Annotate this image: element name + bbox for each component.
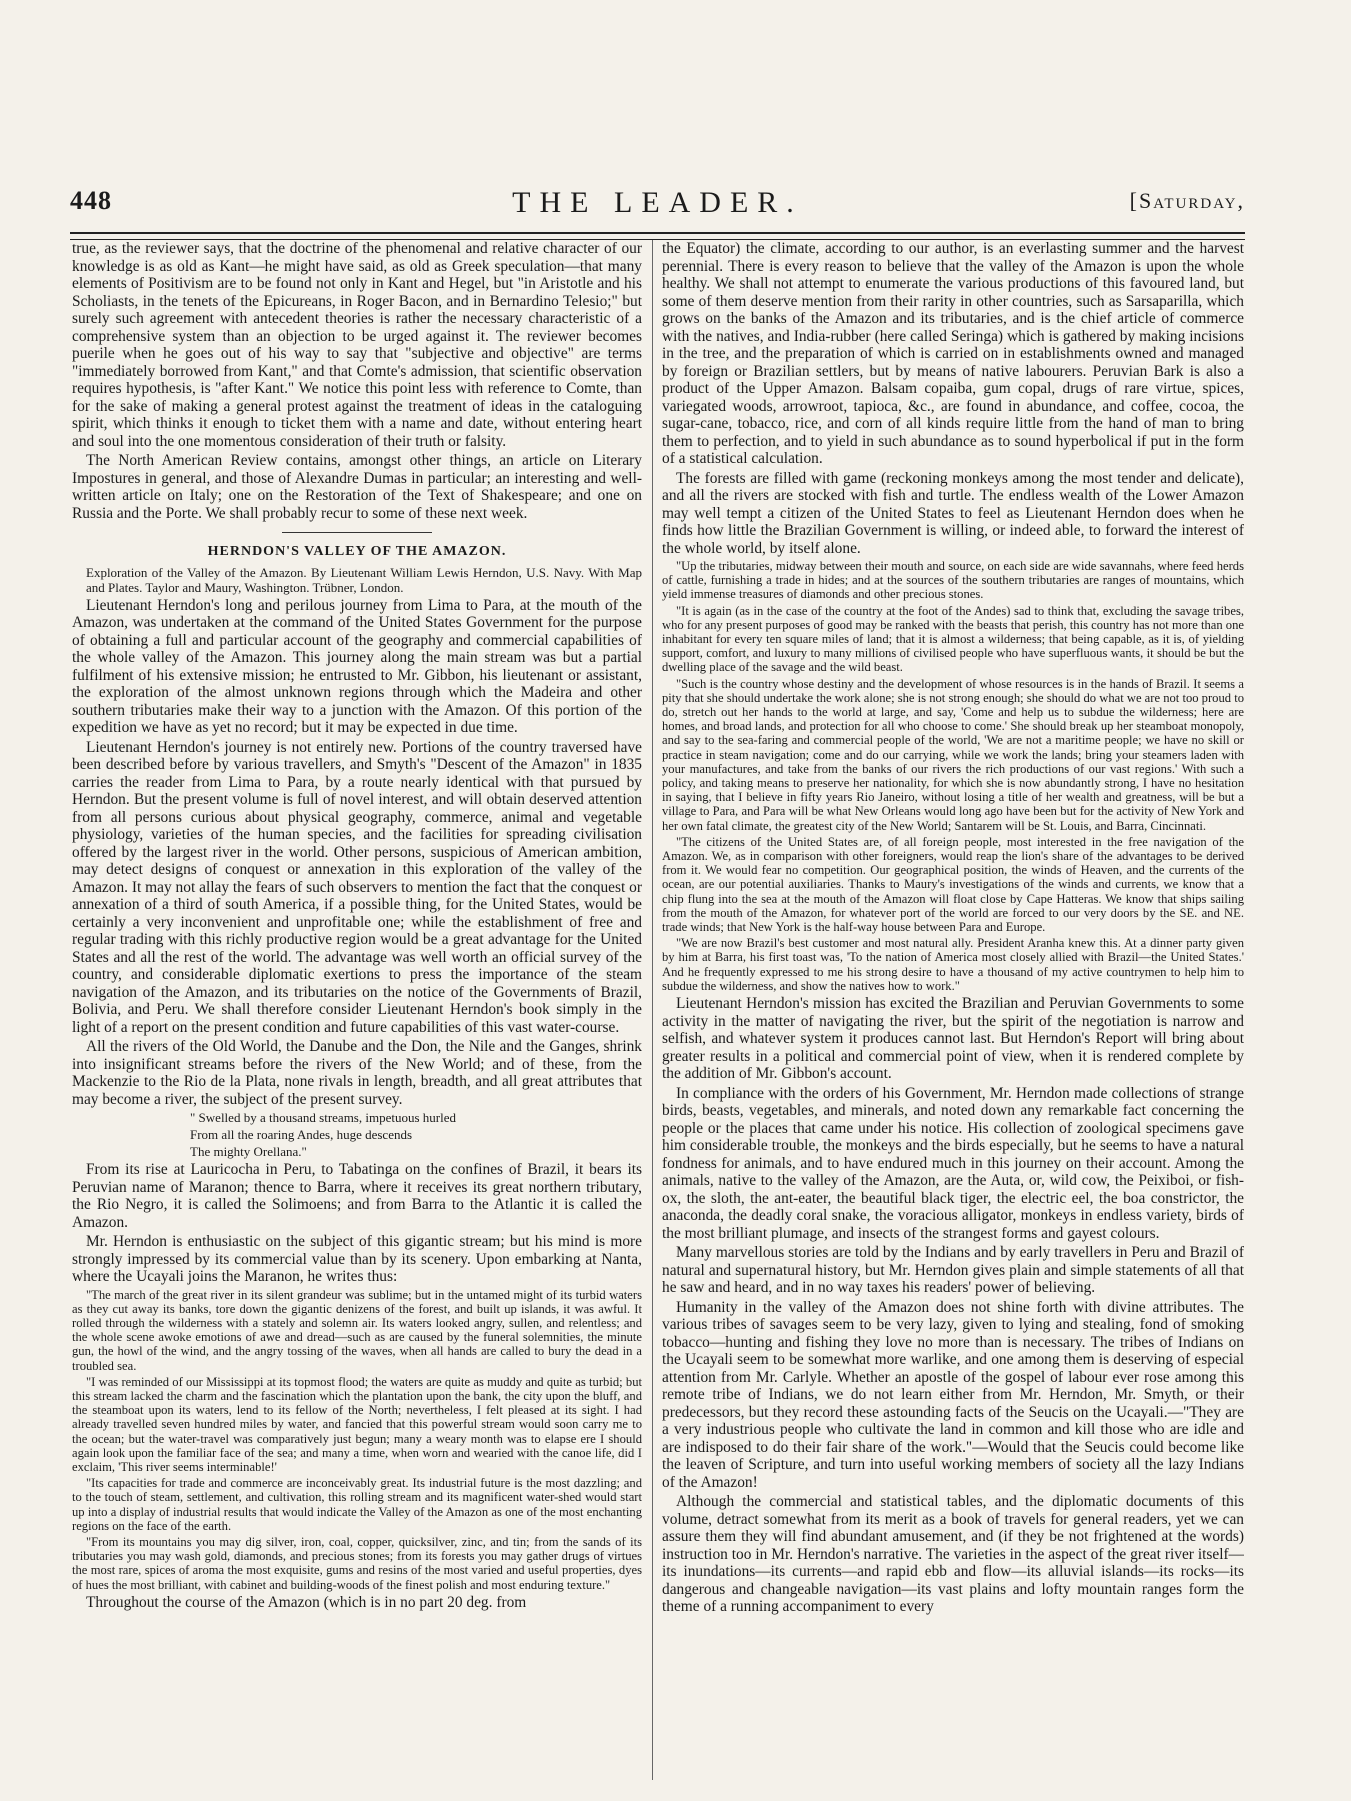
left-column: [72, 240, 642, 1785]
paragraph: Many marvellous stories are told by the Indians and by early travellers in Peru and Brazil of natural and supernatural history, but Mr. Herndon gives plain and simple statements of all that he saw and heard, and in no way taxes his readers' power of believing.: [662, 1244, 1244, 1297]
paragraph: Mr. Herndon is enthusiastic on the subject of this gigantic stream; but his mind is more strongly impressed by its commercial value than by its scenery. Upon embarking at Nanta, where the Ucayali joins the Maranon, he writes thus:: [72, 1233, 642, 1285]
paragraph: Lieutenant Herndon's long and perilous journey from Lima to Para, at the mouth of the Amazon, was undertaken at the command of the United States Government for the purpose of obtaining a full and particular account of the geography and commercial capabilities of the whole valley of the Amazon. This journey along the main stream was but a partial fulfilment of his extensive mission; he entrusted to Mr. Gibbon, his lieutenant or assistant, the exploration of the almost unknown regions through which the Madeira and other southern tributaries make their way to a junction with the Amazon. Of this portion of the expedition we have as yet no record; but it may be expected in due time.: [72, 596, 642, 736]
paragraph: Although the commercial and statistical tables, and the diplomatic documents of this volume, detract somewhat from its merit as a book of travels for general readers, yet we can assure them they will find abundant amusement, and (if they be not frightened at the words) instruction too in Mr. Herndon's narrative. The varieties in the aspect of the great river itself—its inundations—its currents—and rapid ebb and flow—its alluvial islands—its rocks—its dangerous and changeable navigation—its vast plains and lofty mountain ranges form the theme of a running accompaniment to every: [662, 1493, 1244, 1616]
paragraph: From its rise at Lauricocha in Peru, to Tabatinga on the confines of Brazil, it bears its Peruvian name of Maranon; thence to Barra, where it receives its great northern tributary, the Rio Negro, it is called the Solimoens; and from Barra to the Atlantic it is called the Amazon.: [72, 1161, 642, 1231]
verse-line: The mighty Orellana.": [190, 1144, 307, 1159]
paragraph: The forests are filled with game (reckoning monkeys among the most tender and delicate), and all the rivers are stocked with fish and turtle. The endless wealth of the Lower Amazon may well tempt a citizen of the United States to feel as Lieutenant Herndon does when he finds how little the Brazilian Government is willing, or indeed able, to forward the interest of the whole world, by itself alone.: [662, 469, 1244, 557]
quoted-paragraph: "From its mountains you may dig silver, iron, coal, copper, quicksilver, zinc, and tin; from the sands of its tributaries you may wash gold, diamonds, and precious stones; from its forests you may gather drugs of virtues the most rare, spices of aroma the most exquisite, gums and resins of the most varied and useful properties, dyes of hues the most brilliant, with cabinet and building-woods of the finest polish and most enduring texture.": [72, 1534, 642, 1592]
verse-line: From all the roaring Andes, huge descends: [190, 1127, 413, 1142]
paragraph: All the rivers of the Old World, the Danube and the Don, the Nile and the Ganges, shrink into insignificant streams before the rivers of the New World; and of these, from the Mackenzie to the Rio de la Plata, none rivals in length, breadth, and all great attributes that may become a river, the subject of the present survey.: [72, 1038, 642, 1108]
right-column: [662, 240, 1244, 1785]
masthead-rule: [70, 232, 1245, 240]
quoted-paragraph: "I was reminded of our Mississippi at its topmost flood; the waters are quite as muddy and quite as turbid; but this stream lacked the charm and the fascination which the plantation upon the bank, the city upon the bluff, and the steamboat upon its waters, lend to its fellow of the North; nevertheless, I felt pleased at its sight. I had already travelled seven hundred miles by water, and fancied that this powerful stream would soon carry me to the ocean; but the water-travel was comparatively just begun; many a weary month was to elapse ere I should again look upon the familiar face of the sea; and many a time, when worn and wearied with the canoe life, did I exclaim, 'This river seems interminable!': [72, 1374, 642, 1474]
paragraph: In compliance with the orders of his Government, Mr. Herndon made collections of strange birds, beasts, vegetables, and minerals, and noted down any remarkable fact concerning the people or the places that came under his notice. His collection of zoological specimens gave him considerable trouble, the monkeys and the birds especially, but he seems to have a natural fondness for animals, and to have endured much in this journey on their account. Among the animals, native to the valley of the Amazon, are the Auta, or, wild cow, the Peixiboi, or fish-ox, the sloth, the ant-eater, the beautiful black tiger, the electric eel, the boa constrictor, the anaconda, the deadly coral snake, the voracious alligator, monkeys in endless variety, birds of the most brilliant plumage, and insects of the strangest forms and gayest colours.: [662, 1084, 1244, 1242]
quoted-paragraph: "The citizens of the United States are, of all foreign people, most interested in the free navigation of the Amazon. We, as in comparison with other foreigners, would reap the lion's share of the advantages to be derived from it. We would fear no competition. Our geographical position, the winds of Heaven, and the currents of the ocean, are our potential auxiliaries. Thanks to Maury's investigations of the winds and currents, we know that a chip flung into the sea at the mouth of the Amazon will float close by Cape Hatteras. We know that ships sailing from the mouth of the Amazon, for whatever port of the world are forced to our very doors by the SE. and NE. trade winds; that New York is the half-way house between Para and Europe.: [662, 834, 1244, 935]
paragraph: The North American Review contains, amongst other things, an article on Literary Impostures in general, and those of Alexandre Dumas in particular; an interesting and well-written article on Italy; one on the Restoration of the Text of Shakespeare; and one on Russia and the Porte. We shall probably recur to some of these next week.: [72, 452, 642, 522]
issue-day: [Saturday,: [1129, 188, 1245, 213]
bibliographic-note: Exploration of the Valley of the Amazon. By Lieutenant William Lewis Herndon, U.S. Navy. With Map and Plates. Taylor and Maury, Washington. Trübner, London.: [86, 564, 642, 595]
quoted-paragraph: "The march of the great river in its silent grandeur was sublime; but in the untamed might of its turbid waters as they cut away its banks, tore down the gigantic denizens of the forest, and built up islands, it was awful. It rolled through the wilderness with a stately and solemn air. Its waters looked angry, sullen, and relentless; and the whole scene awoke emotions of awe and dread—such as are caused by the funeral solemnities, the minute gun, the howl of the wind, and the angry tossing of the waves, when all hands are called to bury the dead in a troubled sea.: [72, 1287, 642, 1373]
page-number: 448: [70, 186, 112, 215]
paragraph: Throughout the course of the Amazon (which is in no part 20 deg. from: [86, 1593, 527, 1611]
paragraph: the Equator) the climate, according to our author, is an everlasting summer and the harvest perennial. There is every reason to believe that the valley of the Amazon is upon the whole healthy. We shall not attempt to enumerate the various productions of this favoured land, but some of them deserve mention from their rarity in other countries, such as Sarsaparilla, which grows on the banks of the Amazon and its tributaries, and is the chief article of commerce with the natives, and India-rubber (here called Seringa) which is gathered by making incisions in the tree, and the preparation of which is carried on in establishments owned and managed by foreign or Brazilian settlers, but by means of native labourers. Peruvian Bark is also a product of the Upper Amazon. Balsam copaiba, gum copal, drugs of rare virtue, spices, variegated woods, arrowroot, tapioca, &c., are found in abundance, and coffee, cocoa, the sugar-cane, tobacco, rice, and corn of all kinds require little from the hand of man to bring them to perfection, and to yield in such abundance as to sound hyperbolical if put in the form of a statistical calculation.: [662, 240, 1244, 467]
quoted-paragraph: "Its capacities for trade and commerce are inconceivably great. Its industrial future is the most dazzling; and to the touch of steam, settlement, and cultivation, this rolling stream and its magnificent water-shed would start up into a display of industrial results that would indicate the Valley of the Amazon as one of the most enchanting regions on the face of the earth.: [72, 1476, 642, 1533]
quoted-paragraph: "Up the tributaries, midway between their mouth and source, on each side are wide savannahs, where feed herds of cattle, furnishing a trade in hides; and at the sources of the southern tributaries are ranges of mountains, which yield immense treasures of diamonds and other precious stones.: [662, 559, 1244, 602]
paragraph: Lieutenant Herndon's journey is not entirely new. Portions of the country traversed have been described before by various travellers, and Smyth's "Descent of the Amazon" in 1835 carries the reader from Lima to Para, by a route nearly identical with that pursued by Herndon. But the present volume is full of novel interest, and will obtain deserved attention from all persons curious about physical geography, commerce, animal and vegetable physiology, varieties of the human species, and the facilities for spreading civilisation offered by the largest river in the world. Other persons, suspicious of American ambition, may detect designs of conquest or annexation in this exploration of the valley of the Amazon. It may not allay the fears of such observers to mention the fact that the conquest or annexation of a third of south America, if a possible thing, for the United States, would be certainly a very inconvenient and unprofitable one; while the establishment of free and regular trading with this richly productive region would be a great advantage for the United States and all the rest of the world. The advantage was well worth an official survey of the country, and considerable diplomatic exertions to press the importance of the steam navigation of the Amazon, and its tributaries on the notice of the Governments of Brazil, Bolivia, and Peru. We shall therefore consider Lieutenant Herndon's book simply in the light of a report on the present condition and future capabilities of this vast water-course.: [72, 738, 642, 1036]
article-heading: HERNDON'S VALLEY OF THE AMAZON.: [207, 544, 507, 559]
masthead: [70, 186, 1245, 226]
quoted-paragraph: "Such is the country whose destiny and the development of whose resources is in the hands of Brazil. It seems a pity that she should undertake the work alone; she is not strong enough; she should do what we are not too proud to do, stretch out her hands to the world at large, and say, 'Come and help us to subdue the wilderness; here are homes, and broad lands, and protection for all who choose to come.' She should break up her steamboat monopoly, and say to the sea-faring and commercial people of the world, 'We are not a maritime people; we have no skill or practice in steam navigation; come and do our carrying, while we work the lands; bring your steamers laden with your manufactures, and take from the banks of our rivers the rich productions of our vast regions.' With such a policy, and taking means to preserve her nationality, for which she is now abundantly strong, I have no hesitation in saying, that I believe in fifty years Rio Janeiro, without losing a title of her wealth and greatness, will be but a village to Para, and Para will be what New Orleans would long ago have been but for the activity of New York and her own fatal climate, the greatest city of the New World; Santarem will be St. Louis, and Barra, Cincinnati.: [662, 676, 1244, 833]
quoted-paragraph: "It is again (as in the case of the country at the foot of the Andes) sad to think that, excluding the savage tribes, who for any present purposes of good may be ranked with the beasts that perish, this country has not more than one inhabitant for every ten square miles of land; that it is almost a wilderness; that being capable, as it is, of yielding support, comfort, and luxury to many millions of civilised people who have superfluous wants, it should be but the dwelling place of the savage and the wild beast.: [662, 603, 1244, 675]
verse-line: " Swelled by a thousand streams, impetuous hurled: [190, 1110, 456, 1125]
paragraph: true, as the reviewer says, that the doctrine of the phenomenal and relative character of our knowledge is as old as Kant—he might have said, as old as Greek speculation—that many elements of Positivism are to be found not only in Kant and Hegel, but "in Aristotle and his Scholiasts, in the tenets of the Epicureans, in Roger Bacon, and in Bernardino Telesio;" but surely such agreement with antecedent theories is rather the necessary characteristic of a comprehensive system than an objection to be urged against it. The reviewer becomes puerile when he goes out of his way to say that "subjective and objective" are terms "immediately borrowed from Kant," and that Comte's admission, that scientific observation requires hypothesis, is "after Kant." We notice this point less with reference to Comte, than for the sake of making a general protest against the treatment of ideas in the cataloguing spirit, which thinks it enough to ticket them with a name and date, without entering heart and soul into the one momentous consideration of their truth or falsity.: [72, 240, 642, 450]
section-rule: [282, 532, 432, 533]
quoted-paragraph: "We are now Brazil's best customer and most natural ally. President Aranha knew this. At a dinner party given by him at Barra, his first toast was, 'To the nation of America most closely allied with Brazil—the United States.' And he frequently expressed to me his strong desire to have a thousand of my active countrymen to help him to subdue the wilderness, and show the natives how to work.": [662, 936, 1244, 993]
paper-title: THE LEADER.: [512, 186, 803, 219]
paragraph: Humanity in the valley of the Amazon does not shine forth with divine attributes. The various tribes of savages seem to be very lazy, given to lying and stealing, fond of smoking tobacco—hunting and fishing they love no more than is necessary. The tribes of Indians on the Ucayali seem to be somewhat more warlike, and one among them is deserving of especial attention from Mr. Carlyle. Whether an apostle of the gospel of labour ever rose among this remote tribe of Indians, we do not learn either from Mr. Herndon, Mr. Smyth, or their predecessors, but they record these astounding facts of the Seucis on the Ucayali.—"They are a very industrious people who cultivate the land in common and kill those who are idle and are indisposed to do their fair share of the work."—Would that the Seucis could become like the leaven of Scripture, and turn into useful working members of society all the lazy Indians of the Amazon!: [662, 1298, 1244, 1491]
paragraph: Lieutenant Herndon's mission has excited the Brazilian and Peruvian Governments to some activity in the matter of navigating the river, but the spirit of the negotiation is narrow and selfish, and whatever system it produces cannot last. But Herndon's Report will bring about greater results in a political and commercial point of view, when it is rendered complete by the addition of Mr. Gibbon's account.: [662, 995, 1244, 1083]
column-divider: [652, 240, 653, 1780]
